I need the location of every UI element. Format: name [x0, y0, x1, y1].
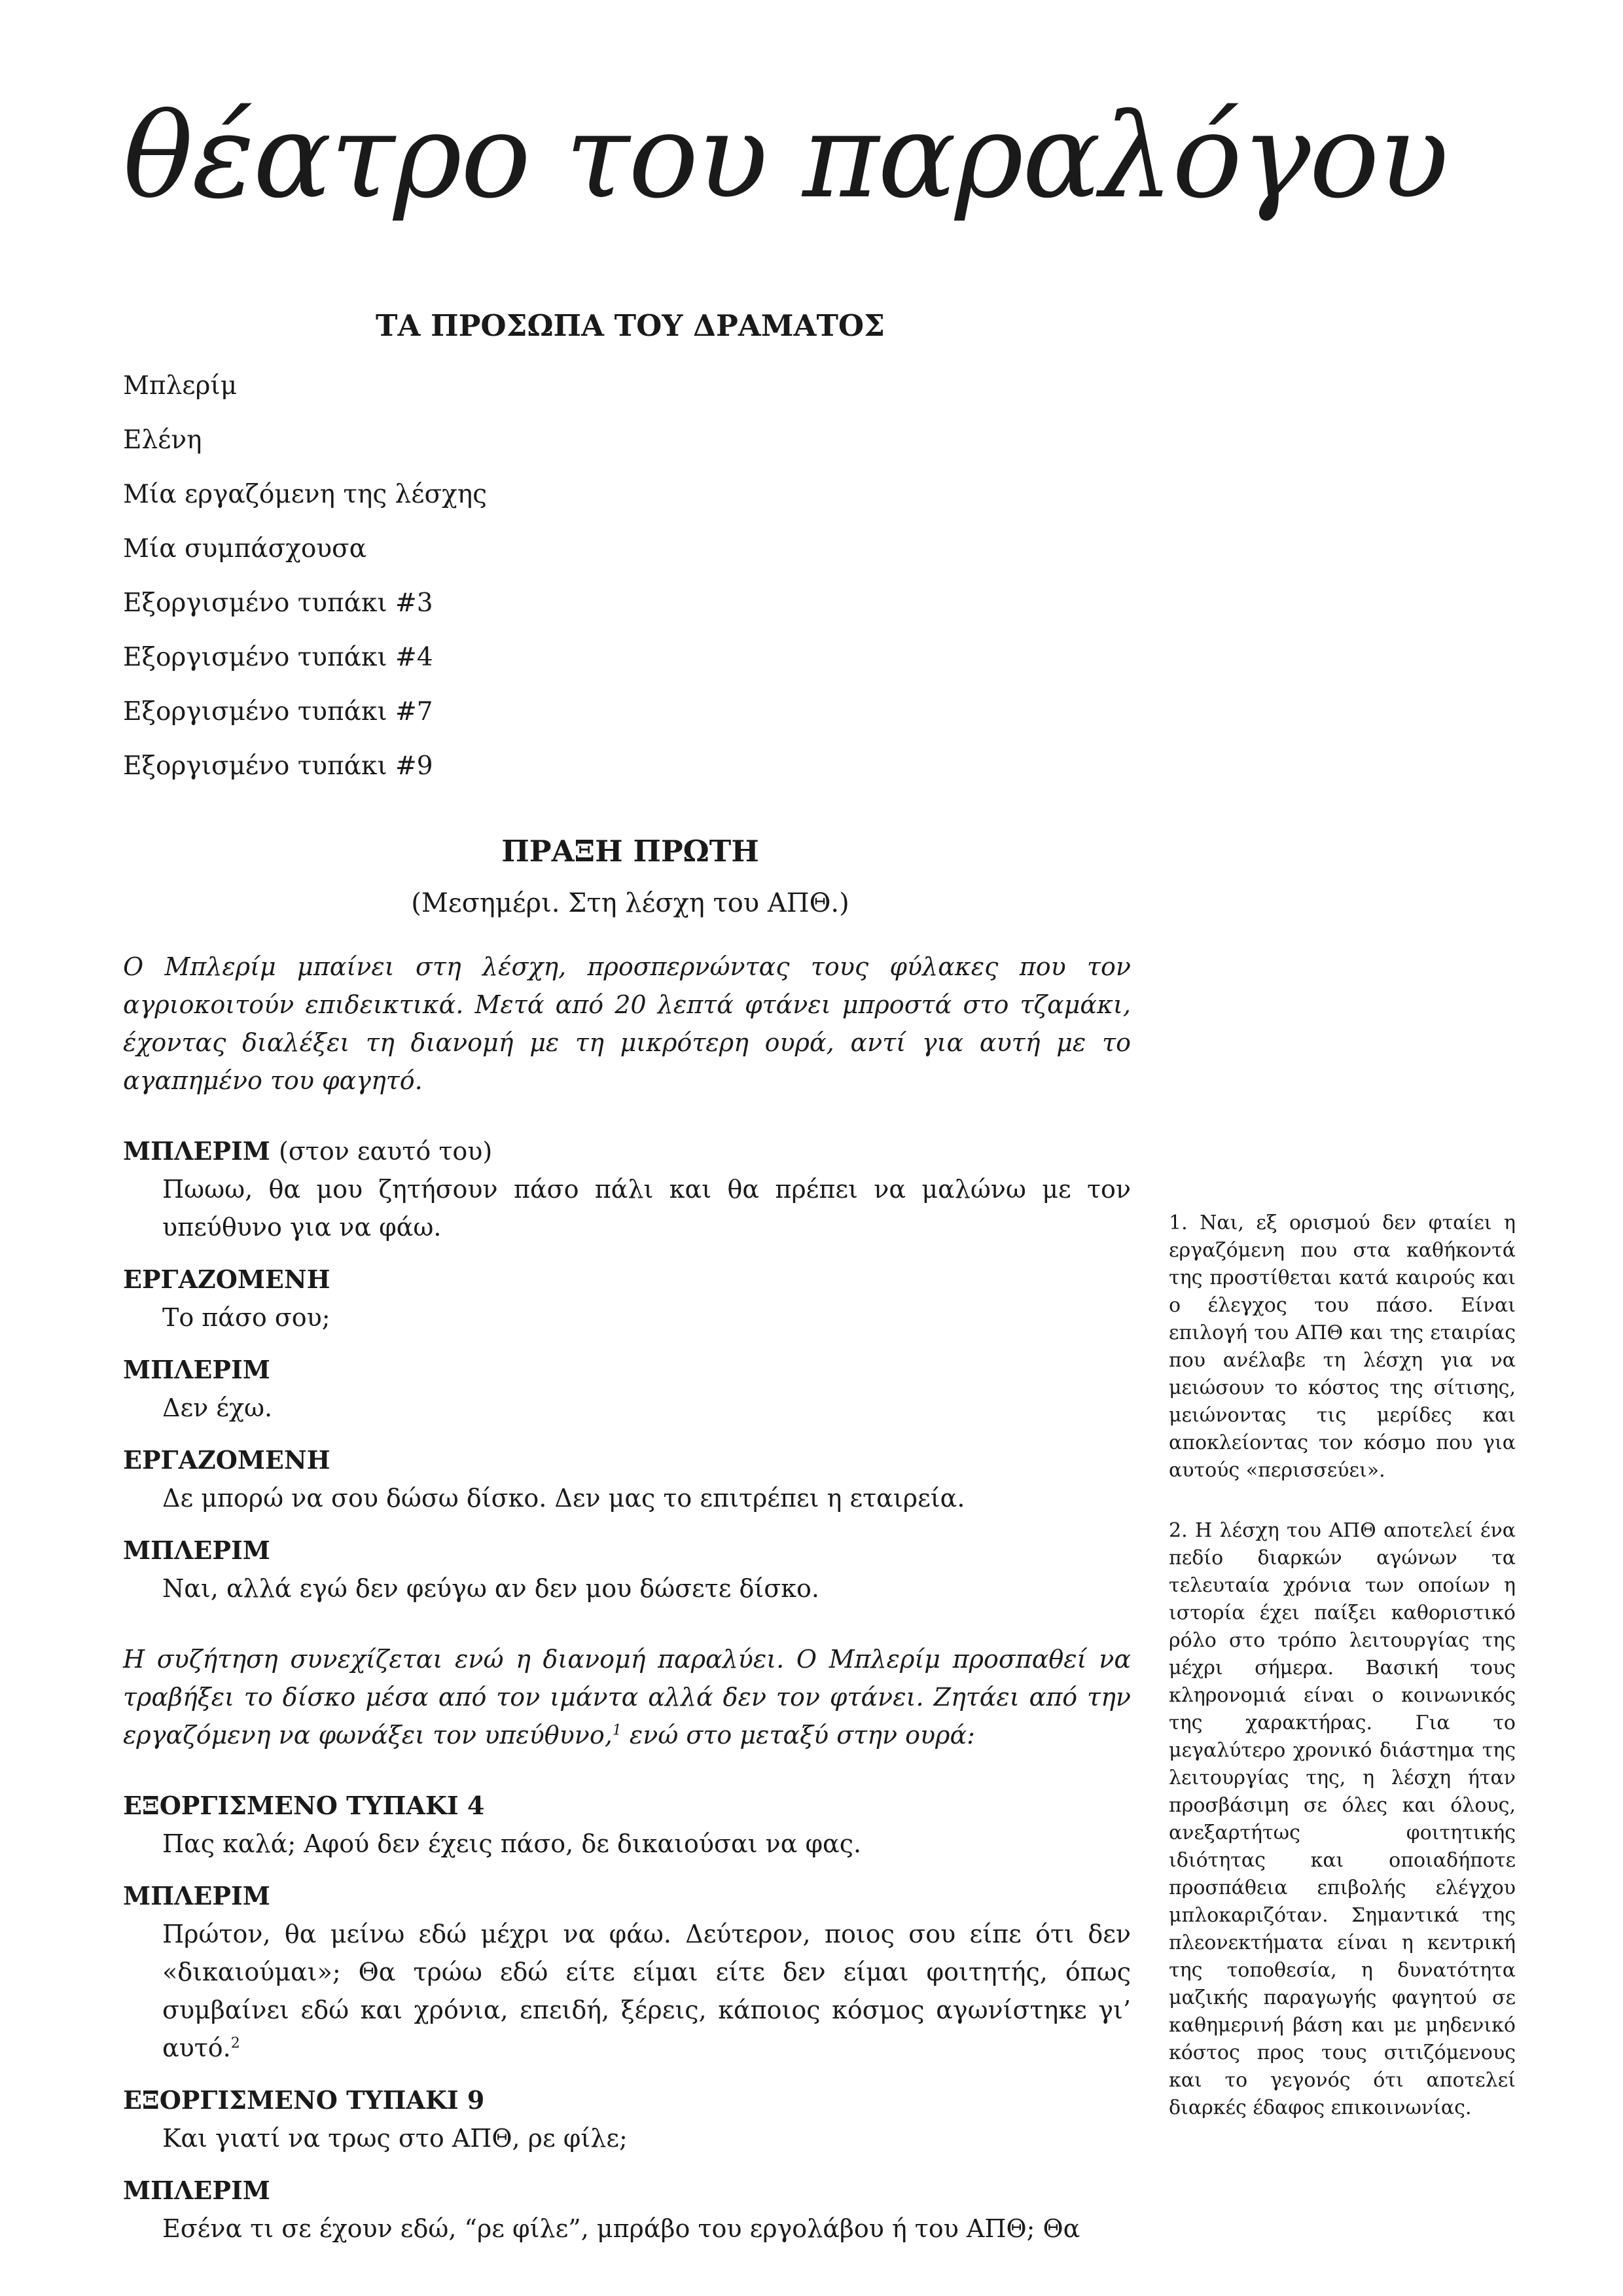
speech-block [123, 2172, 1131, 2248]
speech-block [123, 1441, 1131, 1517]
speaker-name: ΕΡΓΑΖΟΜΕΝΗ [123, 1265, 330, 1294]
speaker-name: ΕΞΟΡΓΙΣΜΕΝΟ ΤΥΠΑΚΙ 9 [123, 2085, 485, 2115]
cast-list [123, 367, 487, 801]
speech-line: Και γιατί να τρως στο ΑΠΘ, ρε φίλε; [162, 2124, 628, 2153]
speaker-name: ΜΠΛΕΡΙΜ [123, 1881, 270, 1910]
speech-line [123, 1915, 1131, 2067]
cast-item: Εξοργισμένο τυπάκι #7 [123, 697, 433, 726]
speaker-name: ΕΡΓΑΖΟΜΕΝΗ [123, 1445, 330, 1475]
cast-heading: ΤΑ ΠΡΟΣΩΠΑ ΤΟΥ ΔΡΑΜΑΤΟΣ [376, 308, 885, 343]
speech-block [123, 1787, 1131, 1863]
stage-direction-text-end: ενώ στο μεταξύ στην ουρά: [621, 1721, 975, 1749]
speech-text: Πρώτον, θα μείνω εδώ μέχρι να φάω. Δεύτερον, ποιος σου είπε ότι δεν «δικαιούμαι»; Θα τρώω εδώ είτε είμαι είτε δεν είμαι φοιτητής, όπως συμβαίνει εδώ και χρόνια, επειδή, ξέρεις, κάποιος κόσμος αγωνίστηκε γι’ αυτό. [162, 1920, 1131, 2062]
act-heading: ΠΡΑΞΗ ΠΡΩΤΗ [501, 834, 759, 869]
footnote: 2. Η λέσχη του ΑΠΘ αποτελεί ένα πεδίο διαρκών αγώνων τα τελευταία χρόνια των οποίων η ιστορία έχει παίξει καθοριστικό ρόλο στο τρόπο λειτουργίας της μέχρι σήμερα. Βασική τους κληρονομιά είναι ο κοινωνικός της χαρακτήρας. Για το μεγαλύτερο χρονικό διάστημα της λειτουργίας της, η λέσχη ήταν προσβάσιμη σε όλες και όλους, ανεξαρτήτως φοιτητικής ιδιότητας και οποιαδήποτε προσπάθεια επιβολής ελέγχου μπλοκαριζόταν. Σημαντικά της πλεονεκτήματα είναι η κεντρική της τοποθεσία, η δυνατότητα μαζικής παραγωγής φαγητού σε καθημερινή βάση και με μηδενικό κόστος προς τους σιτιζόμενους και το γεγονός ότι αποτελεί διαρκές έδαφος επικοινωνίας. [1169, 1519, 1516, 2119]
speech-block [123, 2081, 1131, 2157]
speaker-name: ΕΞΟΡΓΙΣΜΕΝΟ ΤΥΠΑΚΙ 4 [123, 1791, 485, 1820]
cast-item: Εξοργισμένο τυπάκι #3 [123, 588, 433, 618]
cast-item: Ελένη [123, 425, 202, 455]
cast-item: Μπλερίμ [123, 371, 238, 401]
footnotes [1169, 1210, 1516, 2122]
footnote-ref: 1 [612, 1722, 622, 1739]
speech-line: Εσένα τι σε έχουν εδώ, “ρε φίλε”, μπράβο του εργολάβου ή του ΑΠΘ; Θα [162, 2214, 1080, 2243]
stage-direction [123, 1640, 1131, 1754]
speaker-name: ΜΠΛΕΡΙΜ [123, 1535, 270, 1565]
page-title: θέατρο του παραλόγου [123, 88, 1448, 224]
speaker-name: ΜΠΛΕΡΙΜ [123, 2176, 270, 2205]
speech-block [123, 1877, 1131, 2067]
speech-line: Δεν έχω. [162, 1393, 273, 1422]
speaker-name [123, 1132, 1131, 1170]
cast-item: Εξοργισμένο τυπάκι #4 [123, 643, 433, 672]
cast-item: Μία συμπάσχουσα [123, 534, 367, 564]
speech-block [123, 1532, 1131, 1607]
speaker-label: ΜΠΛΕΡΙΜ [123, 1136, 270, 1166]
footnote-ref: 2 [230, 2035, 240, 2052]
cast-item: Μία εργαζόμενη της λέσχης [123, 480, 487, 509]
stage-direction-text: Η συζήτηση συνεχίζεται ενώ η διανομή παραλύει. Ο Μπλερίμ προσπαθεί να τραβήξει το δίσκο μέσα από τον ιμάντα αλλά δεν τον φτάνει. Ζητάει από την εργαζόμενη να φωνάξει τον υπεύθυνο, [123, 1645, 1131, 1749]
speech-line: Το πάσο σου; [162, 1303, 330, 1332]
speech-block [123, 1132, 1131, 1246]
footnote: 1. Ναι, εξ ορισμού δεν φταίει η εργαζόμενη που στα καθήκοντά της προστίθεται κατά καιρούς και ο έλεγχος του πάσο. Είναι επιλογή του ΑΠΘ και της εταιρίας που ανέλαβε τη λέσχη για να μειώσουν το κόστος της σίτισης, μειώνοντας τις μερίδες και αποκλείοντας τον κόσμο που για αυτούς «περισσεύει». [1169, 1211, 1516, 1482]
act-setting: (Μεσημέρι. Στη λέσχη του ΑΠΘ.) [411, 888, 849, 918]
speech-line: Δε μπορώ να σου δώσω δίσκο. Δεν μας το επιτρέπει η εταιρεία. [162, 1484, 965, 1513]
speech-line: Ναι, αλλά εγώ δεν φεύγω αν δεν μου δώσετε δίσκο. [162, 1574, 819, 1603]
speech-block [123, 1261, 1131, 1336]
speech-block [123, 1351, 1131, 1427]
speech-line: Πωωω, θα μου ζητήσουν πάσο πάλι και θα πρέπει να μαλώνω με τον υπεύθυνο για να φάω. [162, 1175, 1131, 1242]
speech-line: Πας καλά; Αφού δεν έχεις πάσο, δε δικαιούσαι να φας. [162, 1829, 862, 1858]
cast-item: Εξοργισμένο τυπάκι #9 [123, 751, 433, 781]
play-text [123, 948, 1131, 2248]
stage-direction: Ο Μπλερίμ μπαίνει στη λέσχη, προσπερνώντας τους φύλακες που τον αγριοκοιτούν επιδεικτικά. Μετά από 20 λεπτά φτάνει μπροστά στο τζαμάκι, έχοντας διαλέξει τη διανομή με τη μικρότερη ουρά, αντί για αυτή με το αγαπημένο του φαγητό. [123, 952, 1131, 1095]
speaker-name: ΜΠΛΕΡΙΜ [123, 1355, 270, 1384]
speaker-note: (στον εαυτό του) [279, 1137, 493, 1166]
